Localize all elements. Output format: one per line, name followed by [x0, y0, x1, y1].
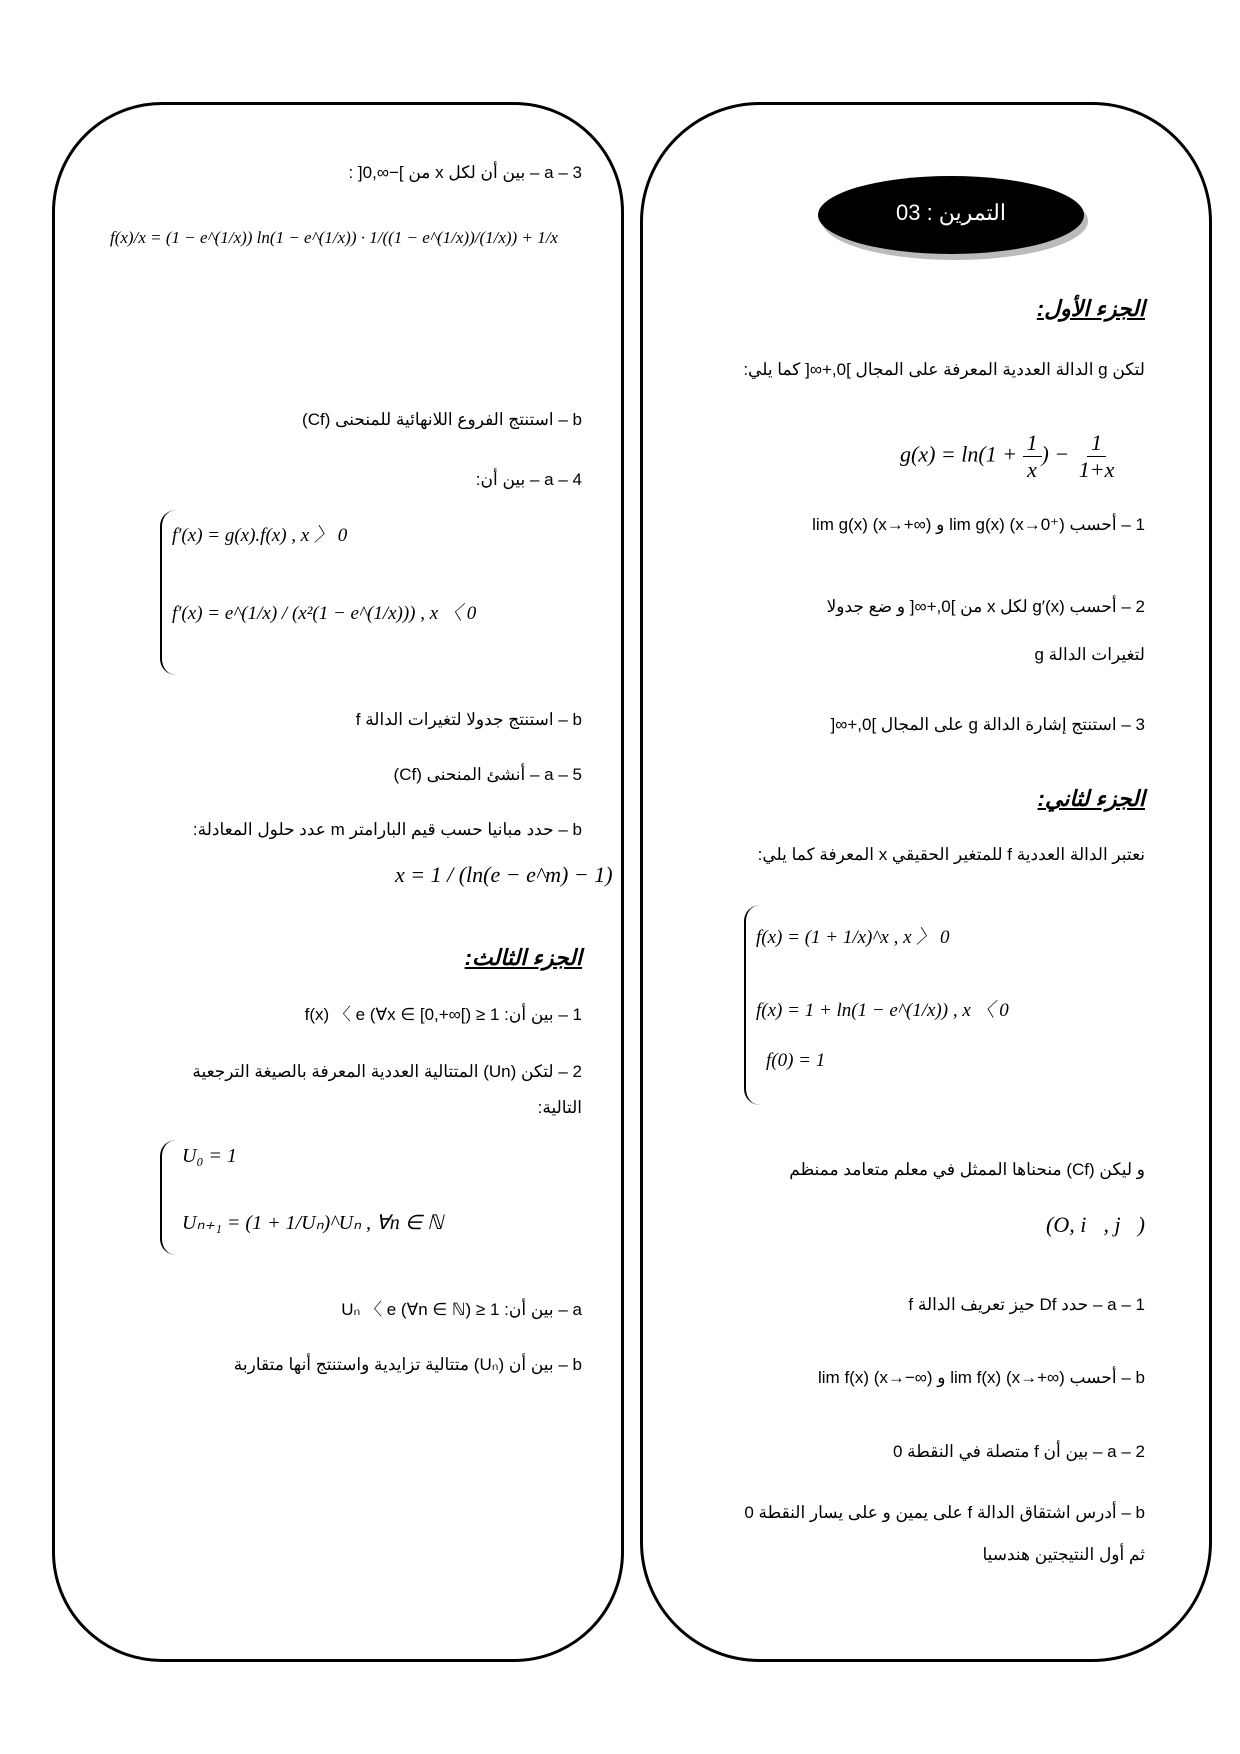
- derivative-positive: f′(x) = g(x).f(x) , x 〉 0: [172, 525, 348, 546]
- f-def-zero: f(0) = 1: [766, 1050, 826, 1071]
- sequence-brace: [160, 1140, 176, 1255]
- part3-q1: 1 – بين أن: 1 ≤ f(x) 〈 e (∀x ∈ [0,+∞[): [304, 1005, 582, 1024]
- part2-q4a: 4 – a – بين أن:: [475, 470, 582, 489]
- part1-q3: 3 – استنتج إشارة الدالة g على المجال ]0,+∞[: [830, 715, 1145, 734]
- curve-sentence: و ليكن (Cf) منحناها الممثل في معلم متعامد ممنظم: [789, 1160, 1145, 1179]
- part3-q2b: التالية:: [537, 1098, 582, 1117]
- part2-q2b-line2: ثم أول النتيجتين هندسيا: [982, 1545, 1145, 1564]
- part2-q1a: 1 – a – حدد Df حيز تعريف الدالة f: [908, 1295, 1145, 1314]
- part3-heading: الجزء الثالث:: [464, 945, 582, 970]
- part2-q3a: 3 – a – بين أن لكل x من ]−∞,0[ :: [348, 163, 582, 182]
- part3-q2: 2 – لتكن (Un) المتتالية العددية المعرفة بالصيغة الترجعية: [192, 1062, 582, 1081]
- part2-q3b: b – استنتج الفروع اللانهائية للمنحنى (Cf): [302, 410, 582, 429]
- part2-q2a: 2 – a – بين أن f متصلة في النقطة 0: [892, 1442, 1145, 1461]
- q3-formula: f(x)/x = (1 − e^(1/x)) ln(1 − e^(1/x)) · 1/((1 − e^(1/x))/(1/x)) + 1/x: [110, 228, 558, 247]
- f-def-negative: f(x) = 1 + ln(1 − e^(1/x)) , x 〈 0: [756, 1000, 1009, 1021]
- part2-heading: الجزء لثاني:: [1037, 786, 1145, 811]
- g-definition: g(x) = ln(1 + $\frac{1}{x}$ ) − $\frac{1}{1+x}$: [900, 430, 1115, 482]
- part3-qa: a – بين أن: 1 ≤ Uₙ 〈 e (∀n ∈ ℕ): [341, 1300, 582, 1319]
- parameter-equation: x = 1 / (ln(e − e^m) − 1): [395, 862, 613, 887]
- sequence-recurrence: Uₙ₊₁ = (1 + 1/Uₙ)^Uₙ , ∀n ∈ ℕ: [182, 1212, 444, 1234]
- exercise-title-badge: [818, 176, 1084, 254]
- part2-q2b-line1: b – أدرس اشتقاق الدالة f على يمين و على يسار النقطة 0: [744, 1503, 1145, 1522]
- sequence-u0: U₀ = 1: [182, 1145, 237, 1167]
- part2-q5a: 5 – a – أنشئ المنحنى (Cf): [393, 765, 582, 784]
- part1-heading: الجزء الأول:: [1036, 296, 1145, 321]
- part2-q5b: b – حدد مبانيا حسب قيم البارامتر m عدد حلول المعادلة:: [192, 820, 582, 839]
- part1-q1: 1 – أحسب lim g(x) (x→0⁺) و lim g(x) (x→+∞): [812, 515, 1145, 534]
- exercise-title: التمرين : 03: [895, 200, 1006, 225]
- frame-notation: (O, i⃗, j⃗): [1046, 1212, 1145, 1237]
- f-def-positive: f(x) = (1 + 1/x)^x , x 〉 0: [756, 927, 950, 948]
- part2-q1b: b – أحسب lim f(x) (x→+∞) و lim f(x) (x→−∞): [818, 1368, 1145, 1387]
- right-column-frame: [640, 102, 1212, 1662]
- part3-qb: b – بين أن (Uₙ) متتالية تزايدية واستنتج أنها متقاربة: [233, 1355, 582, 1374]
- part2-intro: نعتبر الدالة العددية f للمتغير الحقيقي x المعرفة كما يلي:: [757, 845, 1145, 864]
- derivative-negative: f′(x) = e^(1/x) / (x²(1 − e^(1/x))) , x 〈 0: [172, 603, 477, 624]
- part1-q2b: لتغيرات الدالة g: [1034, 645, 1145, 664]
- part1-q2a: 2 – أحسب g′(x) لكل x من ]0,+∞[ و ضع جدولا: [826, 597, 1145, 616]
- part2-q4b: b – استنتج جدولا لتغيرات الدالة f: [355, 710, 582, 729]
- part1-intro: لتكن g الدالة العددية المعرفة على المجال ]0,+∞[ كما يلي:: [743, 360, 1145, 379]
